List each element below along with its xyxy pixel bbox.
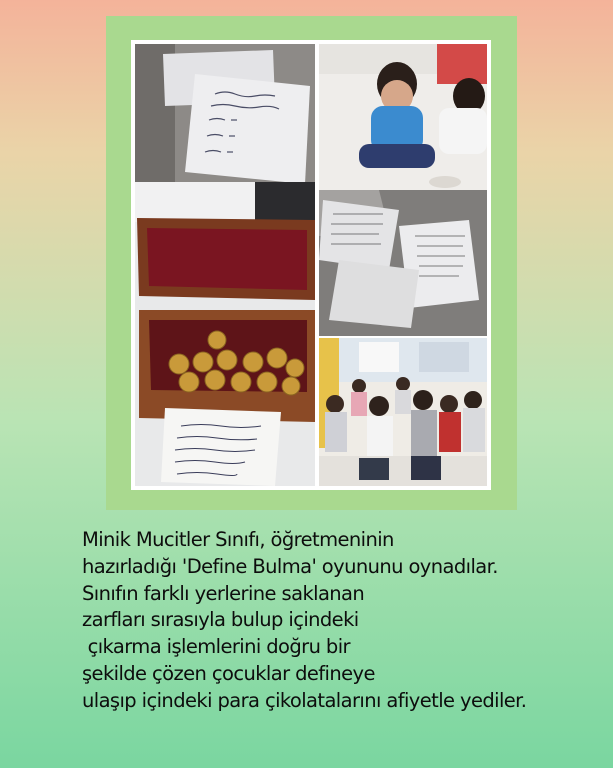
caption-line: ulaşıp içindeki para çikolatalarını afiyetle yediler. xyxy=(82,688,527,712)
photo-handwritten-notes xyxy=(135,44,315,190)
photo-treasure-box xyxy=(135,182,315,486)
caption-line: şekilde çözen çocuklar defineye xyxy=(82,661,375,685)
caption-text xyxy=(82,527,612,715)
caption-line: Minik Mucitler Sınıfı, öğretmeninin xyxy=(82,528,394,551)
photo-children-floor xyxy=(319,44,487,190)
photo-collage xyxy=(131,40,491,490)
caption-line: çıkarma işlemlerini doğru bir xyxy=(82,635,350,659)
caption-line: Sınıfın farklı yerlerine saklanan xyxy=(82,581,365,605)
caption-line: hazırladığı 'Define Bulma' oyununu oynadılar. xyxy=(82,554,498,578)
caption-line: zarfları sırasıyla bulup içindeki xyxy=(82,608,359,632)
photo-papers-table xyxy=(319,190,487,336)
photo-children-group xyxy=(319,338,487,486)
